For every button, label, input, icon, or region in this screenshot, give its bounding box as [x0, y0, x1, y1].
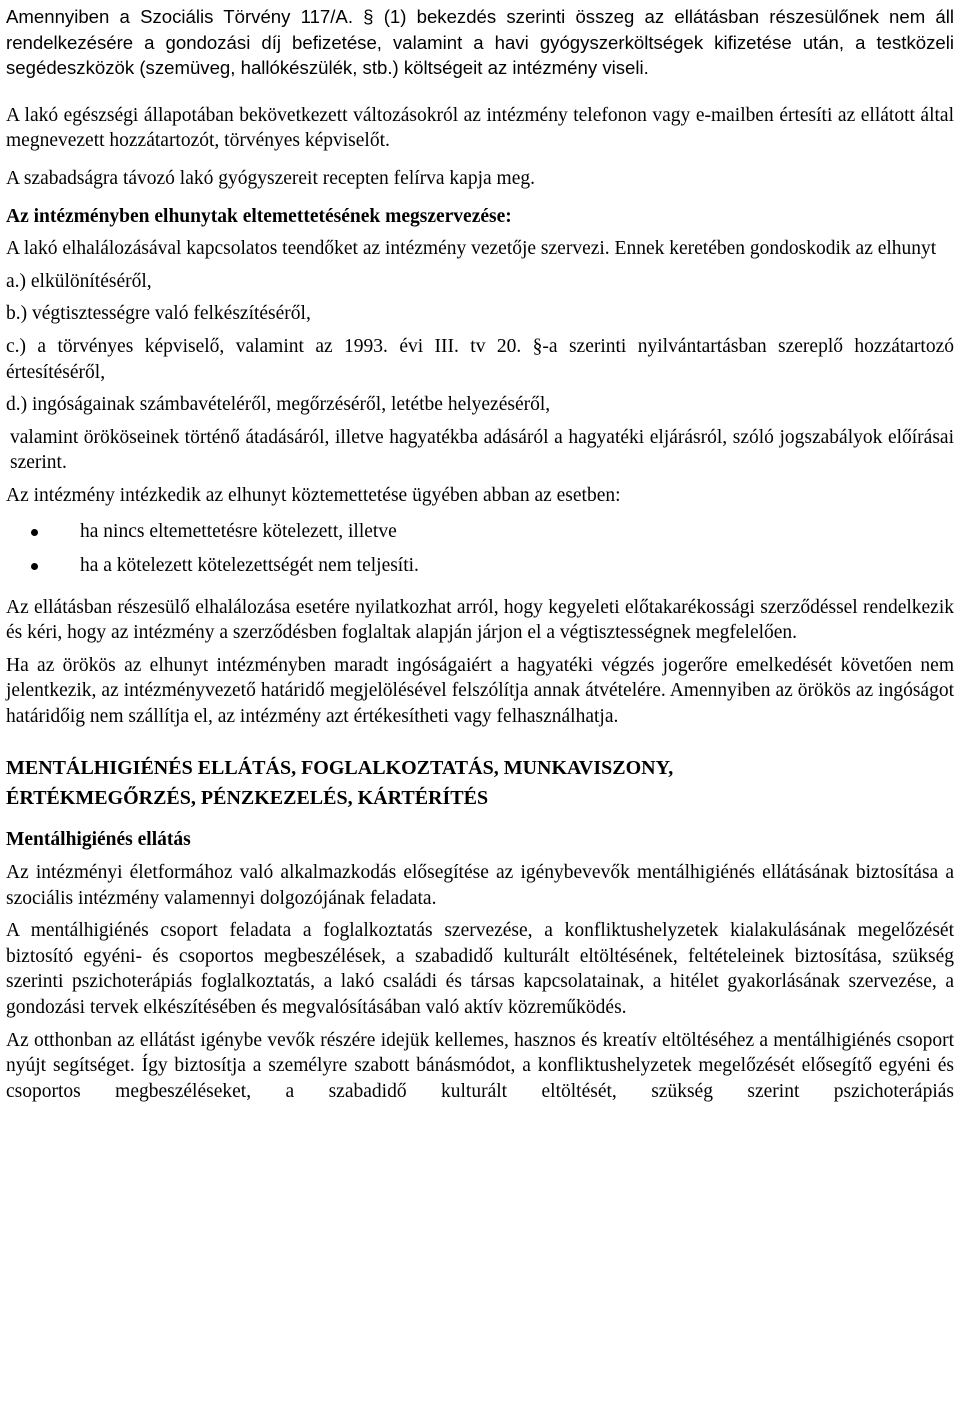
- heading-burial-organization: Az intézményben elhunytak eltemettetésének megszervezése:: [6, 205, 512, 227]
- paragraph-death-duties: A lakó elhalálozásával kapcsolatos teendőket az intézmény vezetője szervezi. Ennek keretében gondoskodik az elhunyt: [6, 238, 937, 260]
- paragraph-szoc-torveny: Amennyiben a Szociális Törvény 117/A. § (1) bekezdés szerinti összeg az ellátásban részesülőnek nem áll rendelkezésére a gondozási díj befizetése, valamint a havi gyógyszerköltségek kifizetése után, a testközeli segédeszközök (szemüveg, hallókészülék, stb.) költségeit az intézmény viseli.: [6, 6, 954, 79]
- paragraph-public-burial: Az intézmény intézkedik az elhunyt köztemettetése ügyében abban az esetben:: [6, 484, 621, 506]
- list-item-c: c.) a törvényes képviselő, valamint az 1993. évi III. tv 20. §-a szerinti nyilvántartásban szereplő hozzátartozó értesítéséről,: [6, 335, 954, 383]
- section-title-line-2: ÉRTÉKMEGŐRZÉS, PÉNZKEZELÉS, KÁRTÉRÍTÉS: [6, 787, 489, 810]
- paragraph-pre-savings-contract: Az ellátásban részesülő elhalálozása esetére nyilatkozhat arról, hogy kegyeleti előtakarékossági szerződéssel rendelkezik és kéri, hogy az intézmény a szerződésben foglaltak alapján járjon el a végtisztességnek megfelelően.: [6, 596, 954, 644]
- list-item-d-continued: valamint örököseinek történő átadásáról, illetve hagyatékba adásáról a hagyatéki eljárásról, szóló jogszabályok előírásai szerint.: [10, 426, 954, 474]
- paragraph-mental-care-duty: Az intézményi életformához való alkalmazkodás elősegítése az igénybevevők mentálhigiénés ellátásának biztosítása a szociális intézmény valamennyi dolgozójának feladata.: [6, 862, 954, 909]
- list-item-a: a.) elkülönítéséről,: [6, 270, 152, 292]
- section-title: [6, 753, 954, 813]
- list-item-b: b.) végtisztességre való felkészítéséről,: [6, 303, 311, 325]
- section-title-line-1: MENTÁLHIGIÉNÉS ELLÁTÁS, FOGLALKOZTATÁS, MUNKAVISZONY,: [6, 757, 674, 780]
- bullet-item-text: ha a kötelezett kötelezettségét nem teljesíti.: [80, 554, 419, 576]
- paragraph-leave-medication: A szabadságra távozó lakó gyógyszereit recepten felírva kapja meg.: [6, 167, 535, 189]
- paragraph-heir-belongings: Ha az örökös az elhunyt intézményben maradt ingóságaiért a hagyatéki végzés jogerőre emelkedését követően nem jelentkezik, az intézményvezető határidő megjelölésével felszólítja annak átvételére. Amennyiben az örökös az ingóságot határidőig nem szállítja el, az intézmény azt értékesítheti vagy felhasználhatja.: [6, 654, 954, 727]
- bullet-item: [6, 549, 954, 583]
- bullet-item-text: ha nincs eltemettetésre kötelezett, illetve: [80, 520, 397, 542]
- bullet-dot-icon: [31, 529, 38, 536]
- list-item-d: d.) ingóságainak számbavételéről, megőrzéséről, letétbe helyezéséről,: [6, 394, 551, 416]
- paragraph-health-notification: A lakó egészségi állapotában bekövetkezett változásokról az intézmény telefonon vagy e-mailben értesíti az ellátott által megnevezett hozzátartozót, törvényes képviselőt.: [6, 104, 954, 152]
- bullet-dot-icon: [31, 563, 38, 570]
- public-burial-conditions-list: [6, 515, 954, 583]
- subheading-mental-care: Mentálhigiénés ellátás: [6, 829, 191, 851]
- paragraph-home-support: Az otthonban az ellátást igénybe vevők részére idejük kellemes, hasznos és kreatív eltöltéséhez a mentálhigiénés csoport nyújt segítséget. Így biztosítja a személyre szabott bánásmódot, a konfliktushelyzetek megelőzését elősegítő egyéni és csoportos megbeszéléseket, a szabadidő kulturált eltöltését, szükség szerint pszichoterápiás: [6, 1029, 954, 1102]
- bullet-item: [6, 515, 954, 549]
- paragraph-mental-group-tasks: A mentálhigiénés csoport feladata a foglalkoztatás szervezése, a konfliktushelyzetek kialakulásának megelőzését biztosító egyéni- és csoportos megbeszélések, a szabadidő kulturált eltöltésének, feltételeinek biztosítása, szükség szerinti pszichoterápiás foglalkoztatás, a lakó családi és társas kapcsolatainak, a hitélet gyakorlásának szervezése, a gondozási tervek elkészítésében és megvalósításában való aktív közreműködés.: [6, 920, 954, 1019]
- document-page: [6, 0, 954, 1104]
